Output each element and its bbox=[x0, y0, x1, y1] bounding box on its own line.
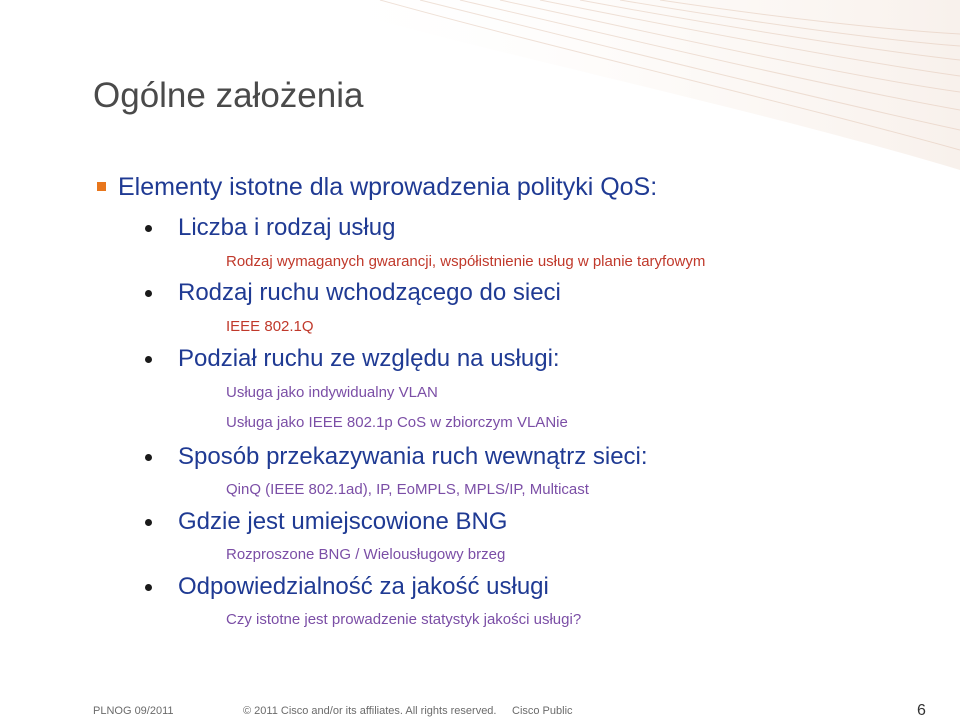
sub-item: Usługa jako IEEE 802.1p CoS w zbiorczym VLANie bbox=[226, 414, 568, 431]
main-heading-text: Elementy istotne dla wprowadzenia polityki QoS: bbox=[118, 173, 658, 201]
list-item: Rodzaj ruchu wchodzącego do sieci bbox=[178, 279, 561, 306]
square-bullet-icon bbox=[97, 182, 106, 191]
sub-item: QinQ (IEEE 802.1ad), IP, EoMPLS, MPLS/IP, Multicast bbox=[226, 481, 589, 498]
bullet-dot-icon bbox=[145, 290, 152, 297]
list-item: Liczba i rodzaj usług bbox=[178, 214, 396, 241]
sub-item: IEEE 802.1Q bbox=[226, 318, 314, 335]
bullet-dot-icon bbox=[145, 356, 152, 363]
footer-copyright: © 2011 Cisco and/or its affiliates. All rights reserved. bbox=[243, 705, 497, 717]
sub-item: Czy istotne jest prowadzenie statystyk jakości usługi? bbox=[226, 611, 582, 628]
bullet-dot-icon bbox=[145, 454, 152, 461]
sub-item: Rodzaj wymaganych gwarancji, współistnienie usług w planie taryfowym bbox=[226, 253, 706, 270]
page-number: 6 bbox=[917, 702, 926, 719]
bullet-dot-icon bbox=[145, 584, 152, 591]
sub-item: Usługa jako indywidualny VLAN bbox=[226, 384, 438, 401]
bullet-dot-icon bbox=[145, 225, 152, 232]
list-item: Odpowiedzialność za jakość usługi bbox=[178, 573, 549, 600]
footer-classification: Cisco Public bbox=[512, 705, 573, 717]
footer-event: PLNOG 09/2011 bbox=[93, 705, 174, 717]
sub-item: Rozproszone BNG / Wielousługowy brzeg bbox=[226, 546, 506, 563]
list-item: Podział ruchu ze względu na usługi: bbox=[178, 345, 560, 372]
list-item: Sposób przekazywania ruch wewnątrz sieci: bbox=[178, 443, 648, 470]
list-item: Gdzie jest umiejscowione BNG bbox=[178, 508, 508, 535]
slide-title: Ogólne założenia bbox=[93, 76, 364, 115]
bullet-dot-icon bbox=[145, 519, 152, 526]
